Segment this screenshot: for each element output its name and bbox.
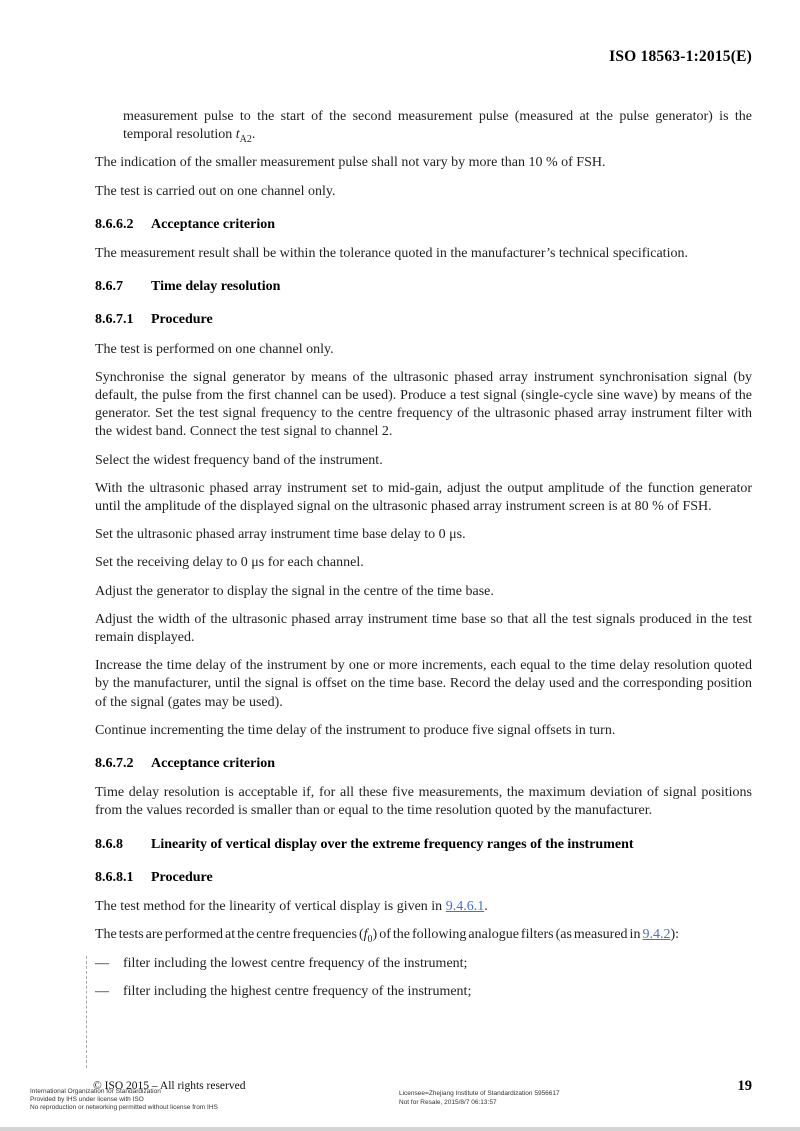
- variable-f: f: [363, 927, 368, 943]
- page-header-standard-number: ISO 18563-1:2015(E): [609, 48, 752, 65]
- footer-copyright: © ISO 2015 – All rights reserved: [93, 1080, 246, 1092]
- subscript-a2: A2: [239, 134, 252, 145]
- heading-title: Procedure: [151, 312, 213, 328]
- heading-number: 8.6.7.1: [95, 312, 134, 328]
- document-body: [95, 108, 752, 1011]
- heading-8-6-8: [95, 836, 752, 854]
- heading-title: Acceptance criterion: [151, 216, 275, 232]
- heading-8-6-7: [95, 278, 752, 296]
- paragraph-test-method-reference: [95, 898, 752, 916]
- paragraph-continue-incrementing: Continue incrementing the time delay of the instrument to produce five signal offsets in turn.: [95, 722, 616, 738]
- paragraph-time-base-delay: Set the ultrasonic phased array instrument time base delay to 0 μs.: [95, 527, 466, 543]
- page-bottom-edge: [0, 1127, 800, 1131]
- list-item-text: filter including the highest centre frequency of the instrument;: [123, 983, 472, 999]
- paragraph-mid-gain: With the ultrasonic phased array instrument set to mid-gain, adjust the output amplitude of the function generator until the amplitude of the displayed signal on the ultrasonic phased array instrument screen is at 80 % of FSH.: [95, 480, 752, 515]
- paragraph-text: .: [251, 127, 256, 143]
- heading-number: 8.6.6.2: [95, 216, 134, 232]
- footer-license-info: [399, 1089, 560, 1107]
- paragraph-text: ) of the following analogue filters (as measured in: [372, 927, 643, 943]
- footer-ihs-line: International Organization for Standardization: [30, 1088, 161, 1095]
- page-number: 19: [737, 1078, 752, 1094]
- revision-change-bar: [86, 956, 87, 1068]
- dash-marker: —: [95, 983, 109, 999]
- footer-ihs-line: Provided by IHS under license with ISO: [30, 1096, 144, 1104]
- paragraph-increase-delay: Increase the time delay of the instrument by one or more increments, each equal to the time delay resolution quoted by the manufacturer, until the signal is offset on the time base. Record the delay used and the corresponding position of the signal (gates may be used).: [95, 658, 752, 710]
- heading-title: Linearity of vertical display over the extreme frequency ranges of the instrument: [151, 836, 634, 852]
- heading-number: 8.6.7: [95, 279, 123, 295]
- link-9-4-2[interactable]: 9.4.2: [642, 927, 671, 943]
- heading-number: 8.6.8: [95, 836, 123, 852]
- paragraph-indication: The indication of the smaller measurement pulse shall not vary by more than 10 % of FSH.: [95, 155, 606, 171]
- heading-title: Acceptance criterion: [151, 756, 275, 772]
- paragraph-text: The tests are performed at the centre frequencies (: [95, 927, 364, 943]
- paragraph-temporal-resolution: [123, 108, 752, 144]
- paragraph-acceptance-time-delay: Time delay resolution is acceptable if, for all these five measurements, the maximum deviation of signal positions from the values recorded is smaller than or equal to the time resolution quoted by the manufacturer.: [95, 785, 752, 819]
- paragraph-synchronise-generator: Synchronise the signal generator by means of the ultrasonic phased array instrument synchronisation signal (by default, the pulse from the first channel can be used). Produce a test signal (single-cycle sine wave) by means of the generator. Set the test signal frequency to the centre frequency of the ultrasonic phased array instrument filter with the widest band. Connect the test signal to channel 2.: [95, 369, 752, 440]
- paragraph-text: The test method for the linearity of vertical display is given in: [95, 899, 446, 915]
- heading-number: 8.6.8.1: [95, 869, 134, 885]
- paragraph-test-carried-out: The test is carried out on one channel only.: [95, 183, 336, 199]
- list-item-text: filter including the lowest centre frequency of the instrument;: [123, 955, 468, 971]
- paragraph-text: ):: [670, 927, 680, 943]
- list-item-lowest-frequency: [95, 955, 752, 973]
- heading-title: Procedure: [151, 869, 213, 885]
- footer-license-line: Licensee=Zhejiang Institute of Standardization 5956617: [399, 1090, 560, 1097]
- paragraph-adjust-generator: Adjust the generator to display the signal in the centre of the time base.: [95, 583, 494, 599]
- paragraph-receiving-delay: Set the receiving delay to 0 μs for each channel.: [95, 555, 364, 571]
- dash-marker: —: [95, 955, 109, 971]
- paragraph-text: measurement pulse to the start of the second measurement pulse (measured at the pulse generator) is the temporal resolution: [123, 109, 752, 143]
- paragraph-measurement-result: The measurement result shall be within the tolerance quoted in the manufacturer’s technical specification.: [95, 246, 688, 262]
- footer-ihs-line: No reproduction or networking permitted without license from IHS: [30, 1104, 218, 1112]
- list-item-highest-frequency: [95, 983, 752, 1001]
- heading-8-6-8-1: [95, 869, 752, 887]
- heading-8-6-7-2: [95, 755, 752, 773]
- heading-number: 8.6.7.2: [95, 756, 134, 772]
- paragraph-test-performed: The test is performed on one channel only.: [95, 341, 334, 357]
- heading-8-6-7-1: [95, 311, 752, 329]
- heading-8-6-6-2: [95, 216, 752, 234]
- variable-t: t: [235, 127, 240, 143]
- paragraph-text: .: [484, 899, 488, 915]
- heading-title: Time delay resolution: [151, 279, 281, 295]
- paragraph-centre-frequencies: [95, 926, 752, 944]
- paragraph-select-band: Select the widest frequency band of the instrument.: [95, 452, 383, 468]
- footer-license-line: Not for Resale, 2015/8/7 06:13:57: [399, 1099, 497, 1106]
- link-9-4-6-1[interactable]: 9.4.6.1: [445, 899, 485, 915]
- paragraph-adjust-width: Adjust the width of the ultrasonic phased array instrument time base so that all the test signals produced in the test remain displayed.: [95, 611, 752, 646]
- subscript-0: 0: [367, 934, 373, 946]
